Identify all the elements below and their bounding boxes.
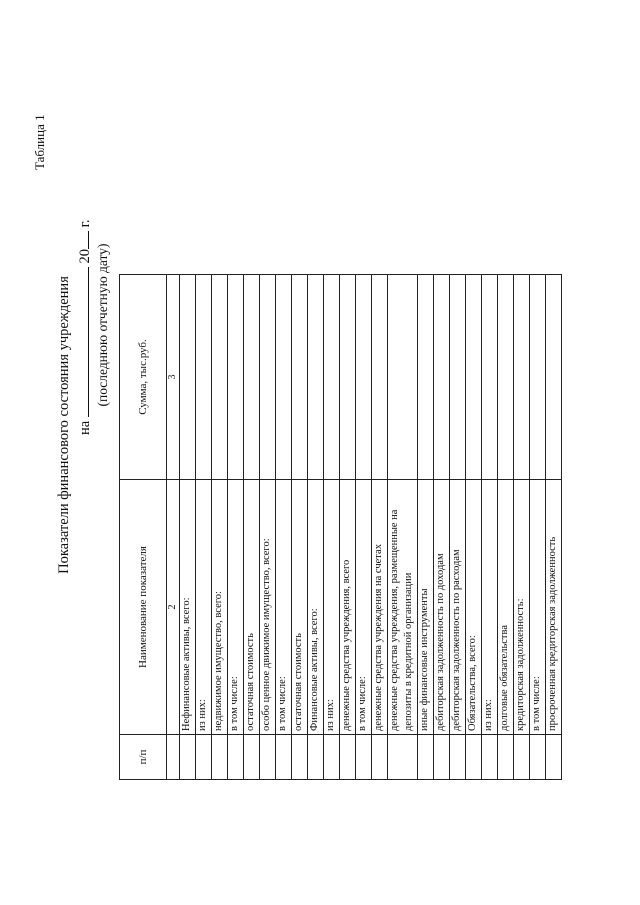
cell-num xyxy=(340,735,356,780)
table-row xyxy=(530,275,546,780)
table-row xyxy=(434,275,450,780)
cell-sum[interactable] xyxy=(514,275,530,480)
table-row xyxy=(180,275,196,780)
header-num: п/п xyxy=(120,735,167,780)
cell-num xyxy=(292,735,308,780)
table-row xyxy=(196,275,212,780)
date-line xyxy=(75,219,94,435)
cell-num xyxy=(260,735,276,780)
table-row xyxy=(546,275,562,780)
table-row xyxy=(260,275,276,780)
table-row xyxy=(482,275,498,780)
cell-name: Обязательства, всего: xyxy=(466,480,482,735)
cell-name: иные финансовые инструменты xyxy=(418,480,434,735)
cell-num xyxy=(372,735,388,780)
cell-name: из них: xyxy=(324,480,340,735)
year-blank xyxy=(75,231,89,249)
cell-num xyxy=(466,735,482,780)
header-sum: Сумма, тыс.руб. xyxy=(120,275,167,480)
cell-sum[interactable] xyxy=(418,275,434,480)
table-row xyxy=(372,275,388,780)
cell-num xyxy=(450,735,466,780)
index-sum: 3 xyxy=(167,275,180,480)
cell-sum[interactable] xyxy=(546,275,562,480)
table-row xyxy=(292,275,308,780)
cell-num xyxy=(546,735,562,780)
date-note: (последнюю отчетную дату) xyxy=(95,243,110,407)
cell-sum[interactable] xyxy=(434,275,450,480)
cell-sum[interactable] xyxy=(372,275,388,480)
cell-num xyxy=(324,735,340,780)
cell-sum[interactable] xyxy=(308,275,324,480)
cell-num xyxy=(418,735,434,780)
cell-sum[interactable] xyxy=(196,275,212,480)
cell-name: Финансовые активы, всего: xyxy=(308,480,324,735)
cell-name: денежные средства учреждения, размещенные на депозиты в кредитной организации xyxy=(388,480,418,735)
table-row xyxy=(308,275,324,780)
cell-num xyxy=(434,735,450,780)
cell-num xyxy=(356,735,372,780)
date-year-prefix: 20 xyxy=(77,249,93,264)
cell-num xyxy=(180,735,196,780)
cell-num xyxy=(308,735,324,780)
cell-num xyxy=(212,735,228,780)
table-row xyxy=(356,275,372,780)
table-row xyxy=(228,275,244,780)
cell-num xyxy=(228,735,244,780)
cell-num xyxy=(276,735,292,780)
cell-sum[interactable] xyxy=(498,275,514,480)
cell-sum[interactable] xyxy=(244,275,260,480)
index-num xyxy=(167,735,180,780)
table-row xyxy=(244,275,260,780)
cell-sum[interactable] xyxy=(228,275,244,480)
index-name: 2 xyxy=(167,480,180,735)
cell-sum[interactable] xyxy=(482,275,498,480)
cell-name: в том числе: xyxy=(530,480,546,735)
date-suffix: г. xyxy=(77,219,93,228)
cell-name: из них: xyxy=(196,480,212,735)
table-header-row xyxy=(120,275,167,780)
date-prefix: на xyxy=(77,420,93,435)
cell-sum[interactable] xyxy=(260,275,276,480)
cell-name: просроченная кредиторская задолженность xyxy=(546,480,562,735)
table-row xyxy=(418,275,434,780)
cell-name: денежные средства учреждения, всего xyxy=(340,480,356,735)
cell-num xyxy=(244,735,260,780)
column-index-row xyxy=(167,275,180,780)
cell-name: денежные средства учреждения на счетах xyxy=(372,480,388,735)
date-blank xyxy=(75,267,89,417)
cell-sum[interactable] xyxy=(180,275,196,480)
table-row xyxy=(466,275,482,780)
cell-num xyxy=(482,735,498,780)
cell-num xyxy=(196,735,212,780)
table-row xyxy=(340,275,356,780)
cell-sum[interactable] xyxy=(276,275,292,480)
cell-num xyxy=(498,735,514,780)
cell-num xyxy=(530,735,546,780)
cell-name: остаточная стоимость xyxy=(292,480,308,735)
cell-sum[interactable] xyxy=(292,275,308,480)
cell-sum[interactable] xyxy=(212,275,228,480)
cell-name: остаточная стоимость xyxy=(244,480,260,735)
cell-sum[interactable] xyxy=(530,275,546,480)
cell-name: Нефинансовые активы, всего: xyxy=(180,480,196,735)
table-row xyxy=(514,275,530,780)
table-label: Таблица 1 xyxy=(32,114,47,170)
cell-sum[interactable] xyxy=(324,275,340,480)
cell-sum[interactable] xyxy=(450,275,466,480)
cell-num xyxy=(514,735,530,780)
table-row xyxy=(388,275,418,780)
cell-sum[interactable] xyxy=(340,275,356,480)
table-row xyxy=(212,275,228,780)
indicators-table xyxy=(119,274,562,780)
cell-num xyxy=(388,735,418,780)
table-row xyxy=(450,275,466,780)
cell-name: в том числе: xyxy=(356,480,372,735)
header-name: Наименование показателя xyxy=(120,480,167,735)
table-row xyxy=(276,275,292,780)
cell-name: особо ценное движимое имущество, всего: xyxy=(260,480,276,735)
cell-name: дебиторская задолженность по доходам xyxy=(434,480,450,735)
cell-sum[interactable] xyxy=(356,275,372,480)
document-title: Показатели финансового состояния учреждения xyxy=(56,276,72,574)
cell-name: в том числе: xyxy=(228,480,244,735)
table-row xyxy=(324,275,340,780)
cell-name: дебиторская задолженность по расходам xyxy=(450,480,466,735)
cell-sum[interactable] xyxy=(466,275,482,480)
table-row xyxy=(498,275,514,780)
cell-name: в том числе: xyxy=(276,480,292,735)
cell-sum[interactable] xyxy=(388,275,418,480)
cell-name: кредиторская задолженность: xyxy=(514,480,530,735)
cell-name: недвижимое имущество, всего: xyxy=(212,480,228,735)
cell-name: из них: xyxy=(482,480,498,735)
cell-name: долговые обязательства xyxy=(498,480,514,735)
